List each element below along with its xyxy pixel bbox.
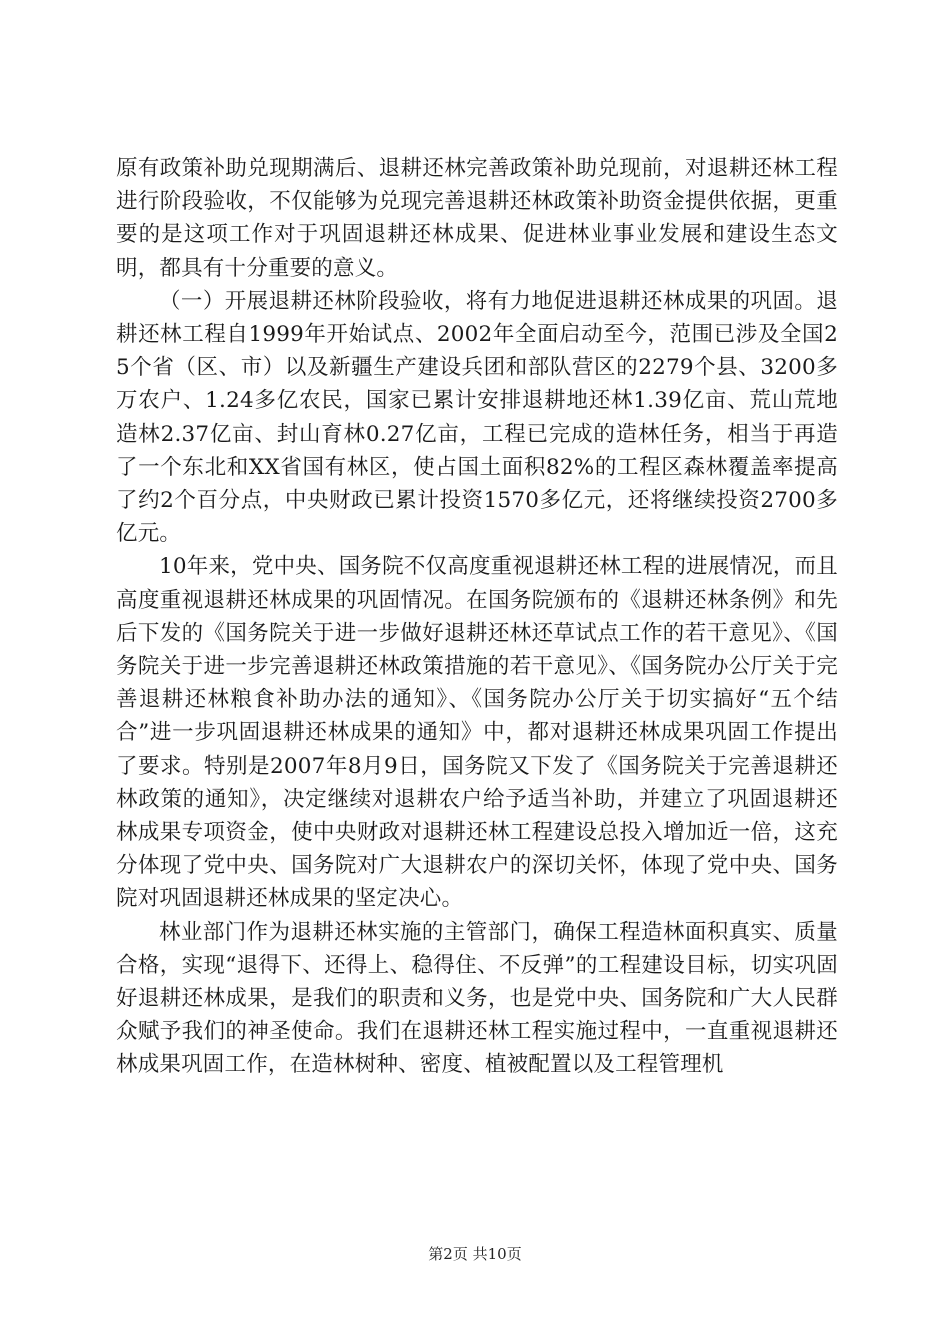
document-body xyxy=(116,152,838,1082)
paragraph-3: 10年来，党中央、国务院不仅高度重视退耕还林工程的进展情况，而且高度重视退耕还林成果的巩固情况。在国务院颁布的《退耕还林条例》和先后下发的《国务院关于进一步做好退耕还林还草试点工作的若干意见》、《国务院关于进一步完善退耕还林政策措施的若干意见》、《国务院办公厅关于完善退耕还林粮食补助办法的通知》、《国务院办公厅关于切实搞好“五个结合”进一步巩固退耕还林成果的通知》中，都对退耕还林成果巩固工作提出了要求。特别是2007年8月9日，国务院又下发了《国务院关于完善退耕还林政策的通知》，决定继续对退耕农户给予适当补助，并建立了巩固退耕还林成果专项资金，使中央财政对退耕还林工程建设总投入增加近一倍，这充分体现了党中央、国务院对广大退耕农户的深切关怀，体现了党中央、国务院对巩固退耕还林成果的坚定决心。 xyxy=(116,554,838,912)
paragraph-2: （一）开展退耕还林阶段验收，将有力地促进退耕还林成果的巩固。退耕还林工程自1999年开始试点、2002年全面启动至今，范围已涉及全国25个省（区、市）以及新疆生产建设兵团和部队营区的2279个县、3200多万农户、1.24多亿农民，国家已累计安排退耕地还林1.39亿亩、荒山荒地造林2.37亿亩、封山育林0.27亿亩，工程已完成的造林任务，相当于再造了一个东北和XX省国有林区，使占国土面积82%的工程区森林覆盖率提高了约2个百分点，中央财政已累计投资1570多亿元，还将继续投资2700多亿元。 xyxy=(116,288,838,547)
paragraph-4: 林业部门作为退耕还林实施的主管部门，确保工程造林面积真实、质量合格，实现“退得下、还得上、稳得住、不反弹”的工程建设目标，切实巩固好退耕还林成果，是我们的职责和义务，也是党中央、国务院和广大人民群众赋予我们的神圣使命。我们在退耕还林工程实施过程中，一直重视退耕还林成果巩固工作，在造林树种、密度、植被配置以及工程管理机 xyxy=(116,919,838,1078)
paragraph-1: 原有政策补助兑现期满后、退耕还林完善政策补助兑现前，对退耕还林工程进行阶段验收，不仅能够为兑现完善退耕还林政策补助资金提供依据，更重要的是这项工作对于巩固退耕还林成果、促进林业事业发展和建设生态文明，都具有十分重要的意义。 xyxy=(116,156,838,281)
page-footer: 第2页 共10页 xyxy=(428,1245,522,1263)
